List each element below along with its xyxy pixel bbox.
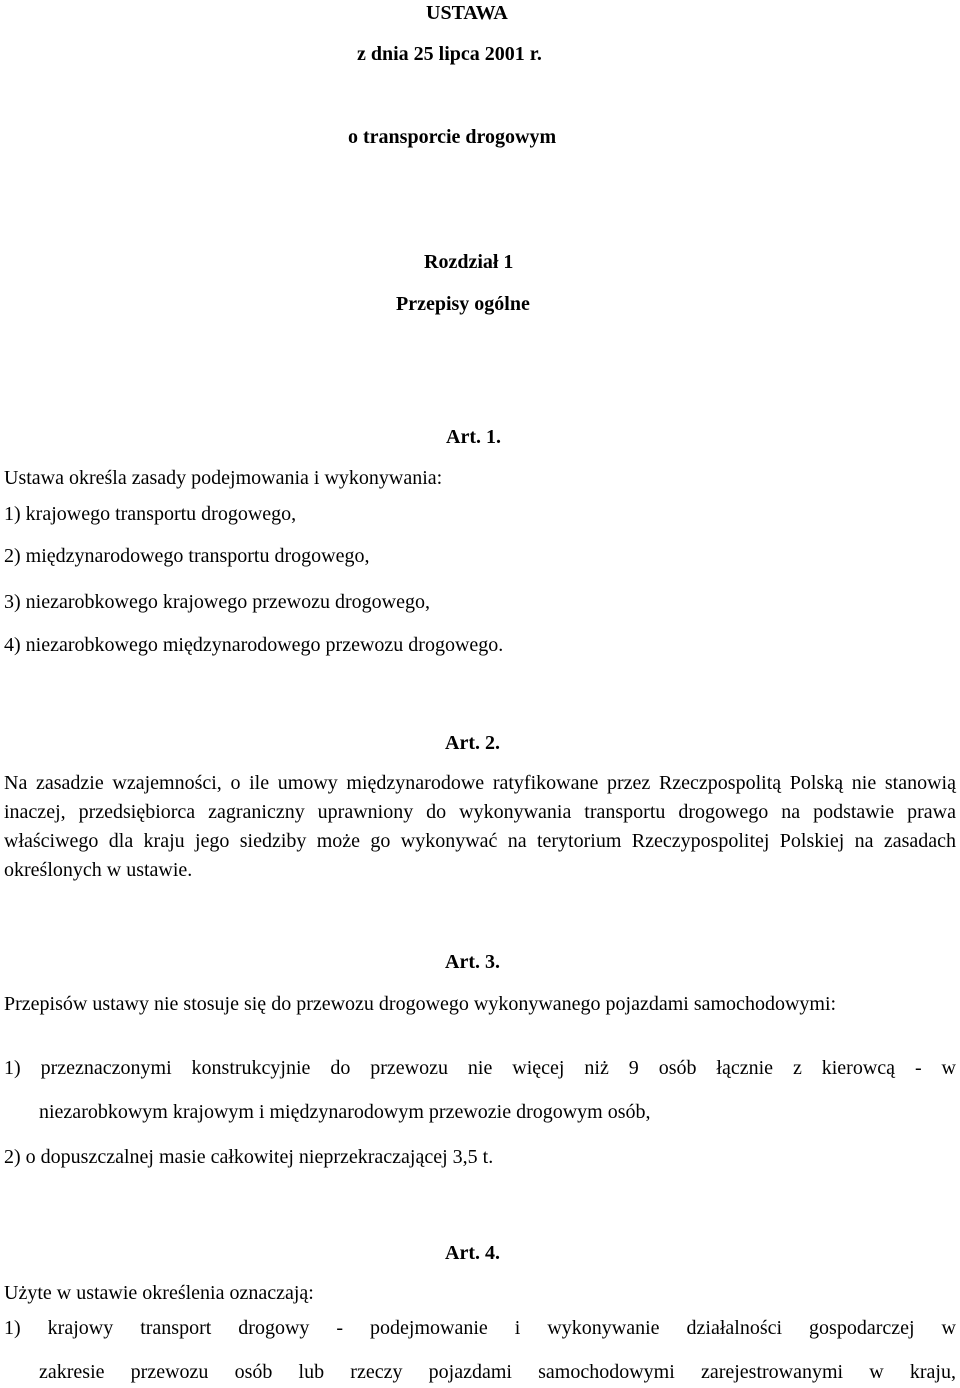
article-1-item: 3) niezarobkowego krajowego przewozu drogowego, xyxy=(4,591,430,613)
article-3-heading: Art. 3. xyxy=(445,951,500,973)
article-4-heading: Art. 4. xyxy=(445,1242,500,1264)
article-4-item-1-continued: zakresie przewozu osób lub rzeczy pojazdami samochodowymi zarejestrowanymi w kraju, xyxy=(39,1361,956,1383)
article-4-intro: Użyte w ustawie określenia oznaczają: xyxy=(4,1282,314,1304)
article-3-intro: Przepisów ustawy nie stosuje się do przewozu drogowego wykonywanego pojazdami samochodowymi: xyxy=(4,993,837,1015)
article-1-item: 1) krajowego transportu drogowego, xyxy=(4,503,297,525)
chapter-number: Rozdział 1 xyxy=(424,251,514,273)
article-1-intro: Ustawa określa zasady podejmowania i wykonywania: xyxy=(4,467,443,489)
article-2-heading: Art. 2. xyxy=(445,732,500,754)
chapter-title: Przepisy ogólne xyxy=(396,293,530,315)
article-3-item-1-continued: niezarobkowym krajowym i międzynarodowym przewozie drogowym osób, xyxy=(39,1101,651,1123)
article-1-item: 2) międzynarodowego transportu drogowego, xyxy=(4,545,370,567)
act-date: z dnia 25 lipca 2001 r. xyxy=(357,43,542,65)
act-title: USTAWA xyxy=(426,2,508,24)
article-1-item: 4) niezarobkowego międzynarodowego przewozu drogowego. xyxy=(4,634,504,656)
article-3-item-1: 1) przeznaczonymi konstrukcyjnie do przewozu nie więcej niż 9 osób łącznie z kierowcą - w xyxy=(4,1057,956,1079)
article-1-heading: Art. 1. xyxy=(446,426,501,448)
article-3-item-2: 2) o dopuszczalnej masie całkowitej nieprzekraczającej 3,5 t. xyxy=(4,1146,494,1168)
article-4-item-1: 1) krajowy transport drogowy - podejmowanie i wykonywanie działalności gospodarczej w xyxy=(4,1317,956,1339)
article-2-text: Na zasadzie wzajemności, o ile umowy międzynarodowe ratyfikowane przez Rzeczpospolitą Polską nie stanowią inaczej, przedsiębiorca zagraniczny uprawniony do wykonywania transportu drogowego na podstawie prawa właściwego dla kraju jego siedziby może go wykonywać na terytorium Rzeczypospolitej Polskiej na zasadach określonych w ustawie. xyxy=(4,772,956,881)
act-subject: o transporcie drogowym xyxy=(348,126,557,148)
